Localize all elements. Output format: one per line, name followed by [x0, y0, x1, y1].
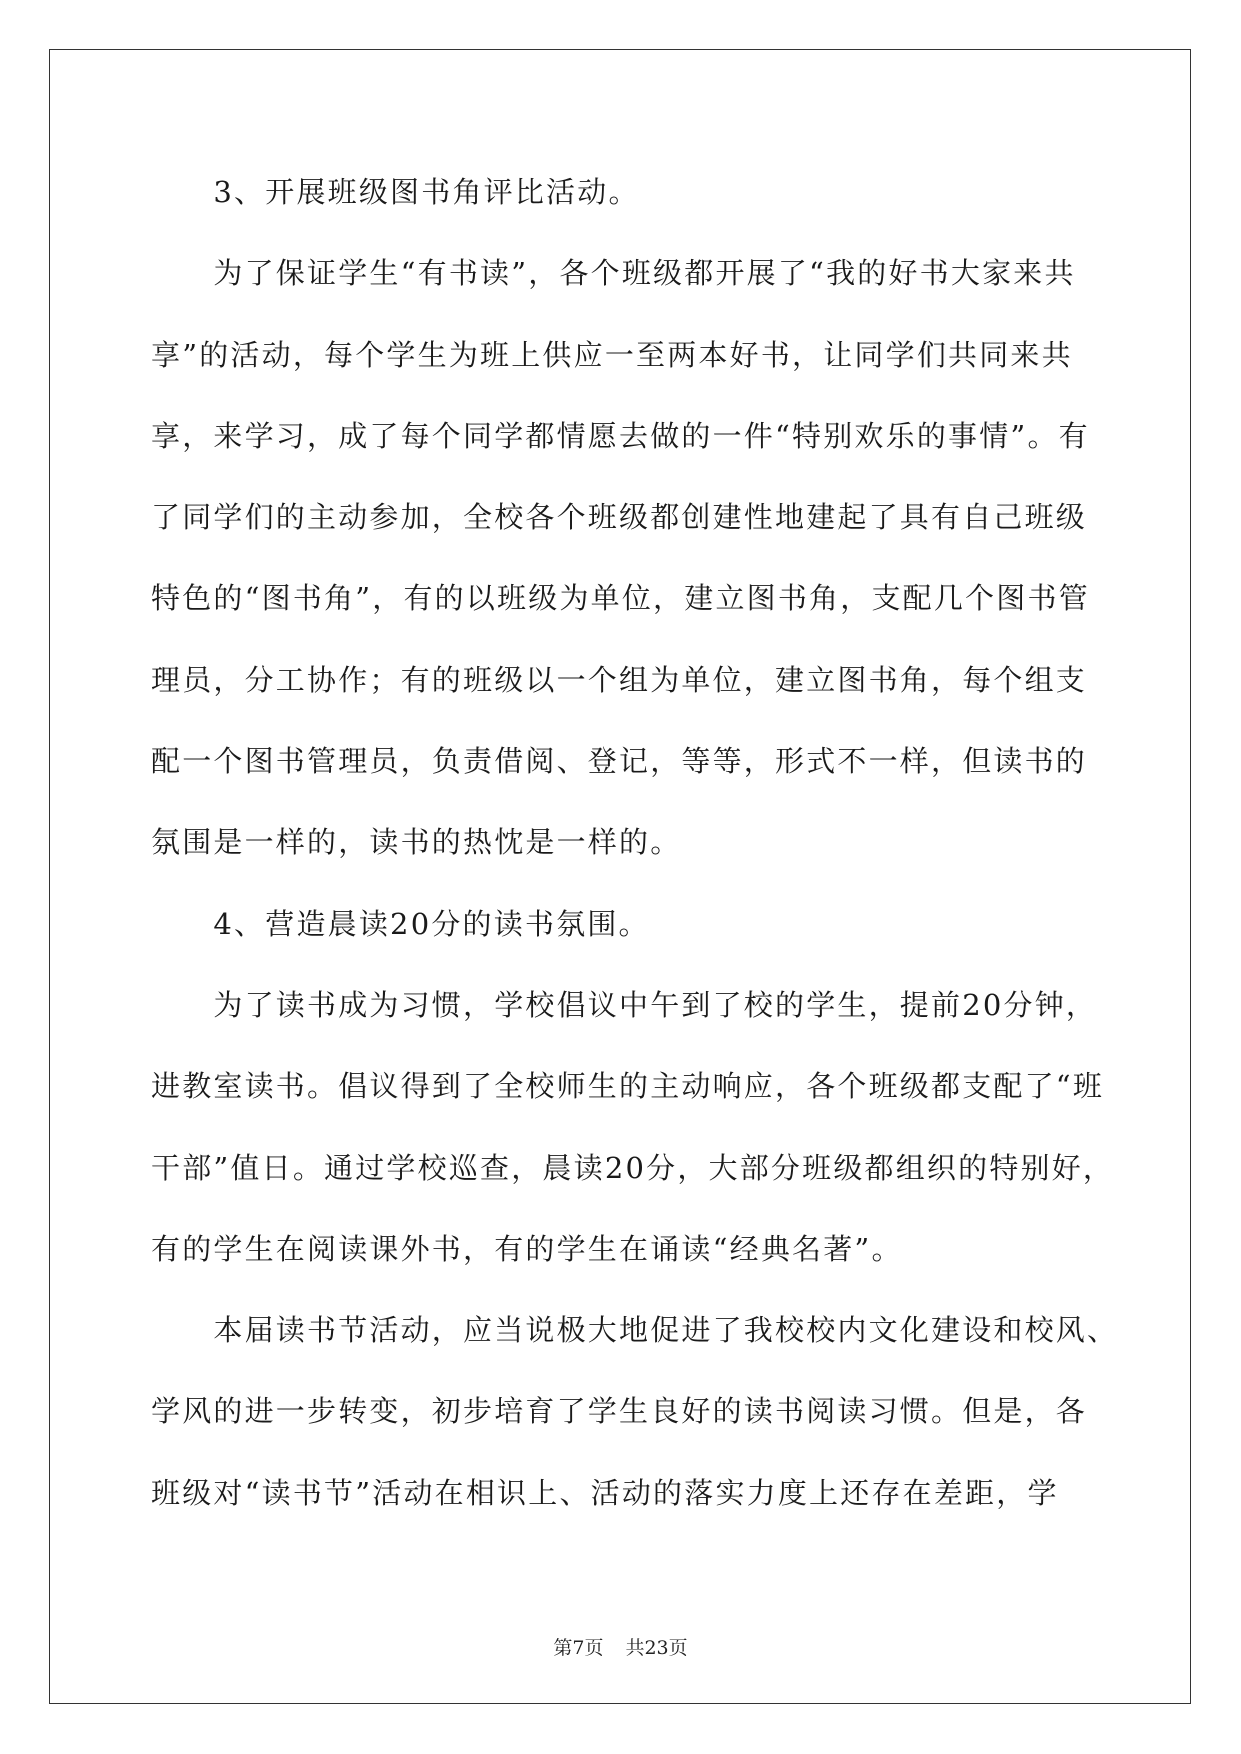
text-line: 享”的活动，每个学生为班上供应一至两本好书，让同学们共同来共 [151, 337, 1073, 372]
text-line: 学风的进一步转变，初步培育了学生良好的读书阅读习惯。但是，各 [151, 1394, 1088, 1429]
page-total: 共23页 [625, 1637, 688, 1659]
text-line: 享，来学习，成了每个同学都情愿去做的一件“特别欢乐的事情”。有 [151, 418, 1090, 453]
text-line: 进教室读书。倡议得到了全校师生的主动响应，各个班级都支配了“班 [151, 1069, 1105, 1104]
page-number: 第7页 [553, 1637, 604, 1659]
text-line: 干部”值日。通过学校巡查，晨读20分，大部分班级都组织的特别好， [151, 1150, 1115, 1185]
text-line: 氛围是一样的，读书的热忱是一样的。 [151, 825, 682, 860]
document-body [151, 160, 1119, 1542]
text-line: 特色的“图书角”，有的以班级为单位，建立图书角，支配几个图书管 [151, 581, 1090, 616]
text-line: 为了读书成为习惯，学校倡议中午到了校的学生，提前20分钟， [151, 987, 1098, 1022]
text-line: 班级对“读书节”活动在相识上、活动的落实力度上还存在差距，学 [151, 1475, 1059, 1510]
text-line: 4、营造晨读20分的读书氛围。 [151, 906, 650, 941]
text-line: 本届读书节活动，应当说极大地促进了我校校内文化建设和校风、 [151, 1313, 1119, 1348]
text-line: 3、开展班级图书角评比活动。 [151, 175, 640, 209]
text-line: 了同学们的主动参加，全校各个班级都创建性地建起了具有自己班级 [151, 500, 1088, 535]
text-line: 配一个图书管理员，负责借阅、登记，等等，形式不一样，但读书的 [151, 744, 1088, 779]
text-line: 为了保证学生“有书读”，各个班级都开展了“我的好书大家来共 [151, 256, 1076, 291]
page-footer [0, 1633, 1241, 1660]
text-line: 理员，分工协作；有的班级以一个组为单位，建立图书角，每个组支 [151, 662, 1088, 697]
text-line: 有的学生在阅读课外书，有的学生在诵读“经典名著”。 [151, 1231, 903, 1266]
